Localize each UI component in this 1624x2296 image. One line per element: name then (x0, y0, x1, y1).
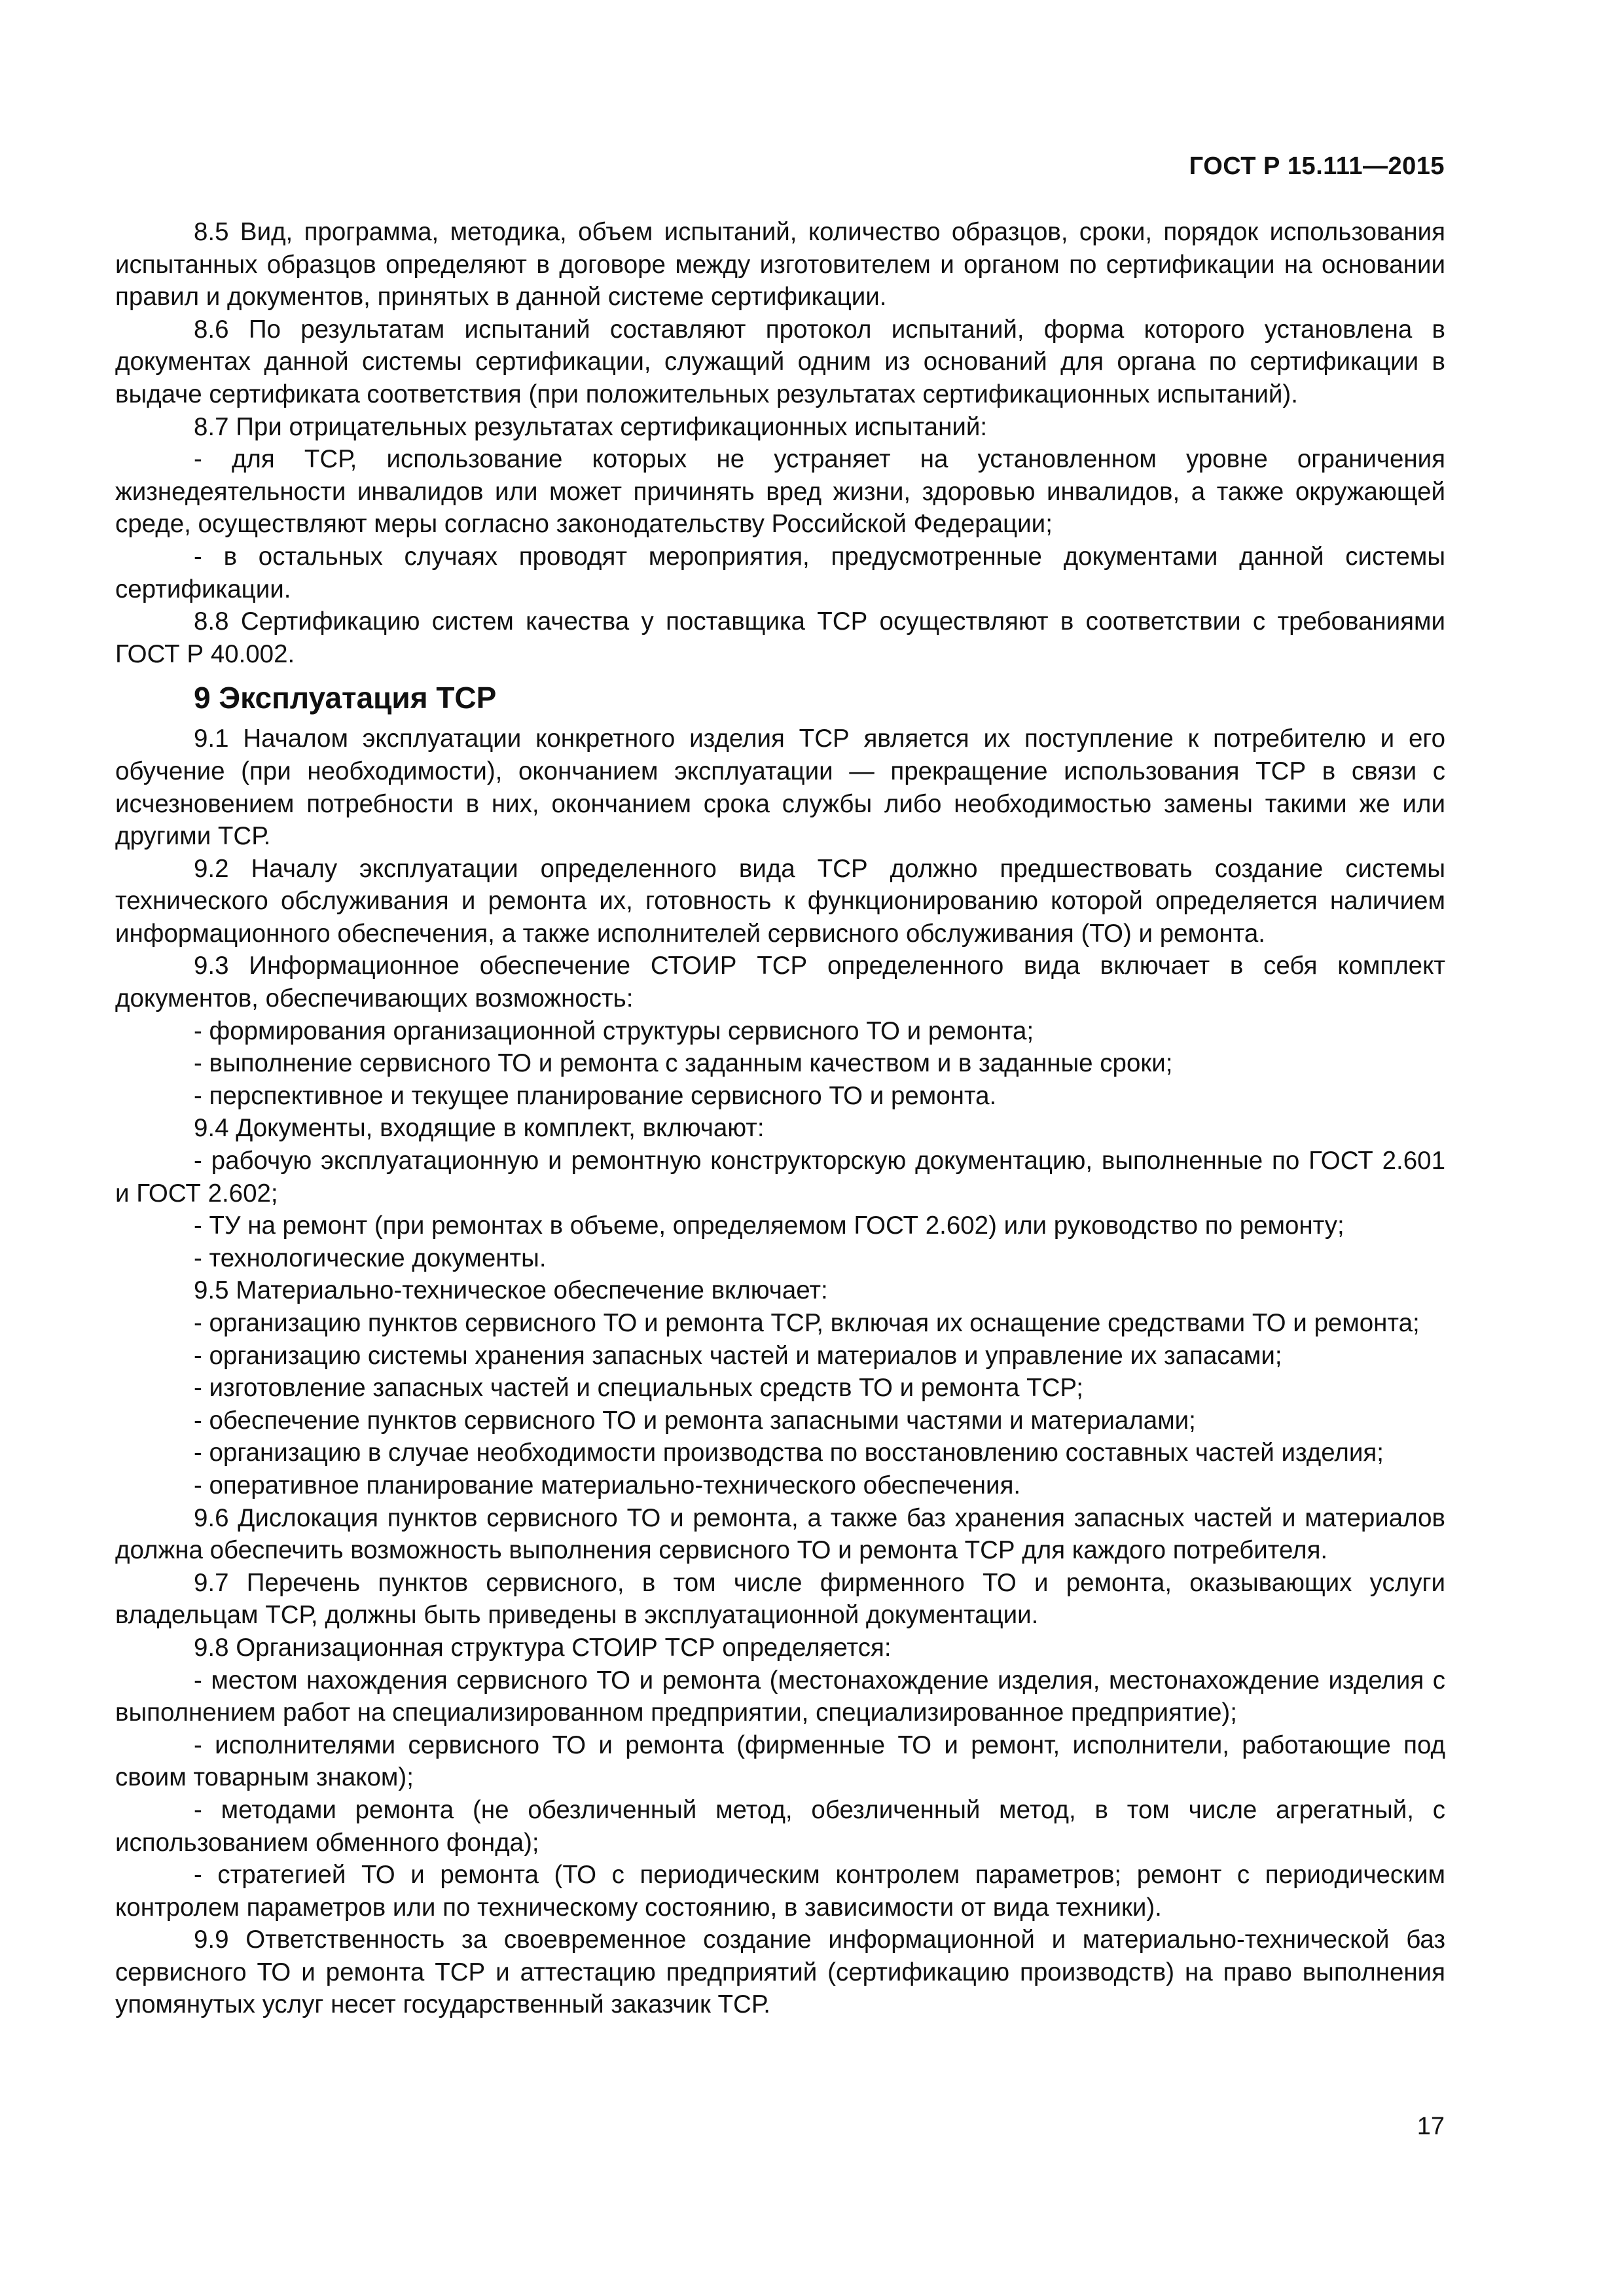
list-item-9-5-6: - оперативное планирование материально-технического обеспечения. (194, 1471, 1021, 1499)
paragraph-8-8: 8.8 Сертификацию систем качества у поставщика ТСР осуществляют в соответствии с требованиями ГОСТ Р 40.002. (115, 607, 1445, 668)
list-item-9-8-3: - методами ремонта (не обезличенный метод, обезличенный метод, в том числе агрегатный, с использованием обменного фонда); (115, 1795, 1445, 1857)
list-item-9-8-2: - исполнителями сервисного ТО и ремонта (фирменные ТО и ремонт, исполнители, работающие под своим товарным знаком); (115, 1731, 1445, 1792)
list-item-9-4-2: - ТУ на ремонт (при ремонтах в объеме, определяемом ГОСТ 2.602) или руководство по ремонту; (194, 1211, 1344, 1240)
paragraph-9-2: 9.2 Началу эксплуатации определенного вида ТСР должно предшествовать создание системы технического обслуживания и ремонта их, готовность к функционированию которой определяется наличием информационного обеспечения, а также исполнителей сервисного обслуживания (ТО) и ремонта. (115, 854, 1445, 948)
section-8-continuation (115, 216, 1445, 670)
paragraph-9-8: 9.8 Организационная структура СТОИР ТСР определяется: (194, 1633, 892, 1662)
document-body (115, 216, 1445, 2021)
list-item-9-5-2: - организацию системы хранения запасных частей и материалов и управление их запасами; (194, 1341, 1282, 1370)
list-item-9-5-3: - изготовление запасных частей и специальных средств ТО и ремонта ТСР; (194, 1374, 1083, 1403)
paragraph-8-6: 8.6 По результатам испытаний составляют протокол испытаний, форма которого установлена в документах данной системы сертификации, служащий одним из оснований для органа по сертификации в выдаче сертификата соответствия (при положительных результатах сертификационных испытаний). (115, 315, 1445, 408)
paragraph-9-9: 9.9 Ответственность за своевременное создание информационной и материально-технической баз сервисного ТО и ремонта ТСР и аттестацию предприятий (сертификацию производств) на право выполнения упомянутых услуг несет государственный заказчик ТСР. (115, 1926, 1445, 2019)
list-item-9-3-3: - перспективное и текущее планирование сервисного ТО и ремонта. (194, 1081, 997, 1110)
list-item-8-7-1: - для ТСР, использование которых не устраняет на установленном уровне ограничения жизнедеятельности инвалидов или может причинять вред жизни, здоровью инвалидов, а также окружающей среде, осуществляют меры согласно законодательству Российской Федерации; (115, 445, 1445, 539)
list-item-9-3-1: - формирования организационной структуры сервисного ТО и ремонта; (194, 1016, 1034, 1045)
list-item-9-5-5: - организацию в случае необходимости производства по восстановлению составных частей изделия; (194, 1439, 1384, 1467)
list-item-9-8-1: - местом нахождения сервисного ТО и ремонта (местонахождение изделия, местонахождение изделия с выполнением работ на специализированном предприятии, специализированное предприятие); (115, 1666, 1445, 1727)
list-item-9-5-4: - обеспечение пунктов сервисного ТО и ремонта запасными частями и материалами; (194, 1406, 1196, 1435)
section-9 (115, 723, 1445, 2021)
list-item-9-4-1: - рабочую эксплуатационную и ремонтную конструкторскую документацию, выполненные по ГОСТ 2.601 и ГОСТ 2.602; (115, 1147, 1445, 1208)
list-item-8-7-2: - в остальных случаях проводят мероприятия, предусмотренные документами данной системы сертификации. (115, 542, 1445, 603)
list-item-9-3-2: - выполнение сервисного ТО и ремонта с заданным качеством и в заданные сроки; (194, 1049, 1173, 1078)
paragraph-9-6: 9.6 Дислокация пунктов сервисного ТО и ремонта, а также баз хранения запасных частей и материалов должна обеспечить возможность выполнения сервисного ТО и ремонта ТСР для каждого потребителя. (115, 1503, 1445, 1565)
list-item-9-8-4: - стратегией ТО и ремонта (ТО с периодическим контролем параметров; ремонт с периодическим контролем параметров или по техническому состоянию, в зависимости от вида техники). (115, 1861, 1445, 1922)
list-item-9-4-3: - технологические документы. (194, 1244, 547, 1272)
paragraph-9-3: 9.3 Информационное обеспечение СТОИР ТСР определенного вида включает в себя комплект документов, обеспечивающих возможность: (115, 952, 1445, 1013)
paragraph-9-1: 9.1 Началом эксплуатации конкретного изделия ТСР является их поступление к потребителю и его обучение (при необходимости), окончанием эксплуатации — прекращение использования ТСР в связи с исчезновением потребности в них, окончанием срока службы либо необходимостью замены такими же или другими ТСР. (115, 725, 1445, 851)
section-9-title: 9 Эксплуатация ТСР (194, 681, 497, 715)
paragraph-9-4: 9.4 Документы, входящие в комплект, включают: (194, 1114, 765, 1143)
list-item-9-5-1: - организацию пунктов сервисного ТО и ремонта ТСР, включая их оснащение средствами ТО и ремонта; (194, 1309, 1420, 1337)
document-code: ГОСТ Р 15.111—2015 (1189, 152, 1445, 180)
page-number: 17 (1416, 2113, 1445, 2140)
paragraph-8-5: 8.5 Вид, программа, методика, объем испытаний, количество образцов, сроки, порядок использования испытанных образцов определяют в договоре между изготовителем и органом по сертификации на основании правил и документов, принятых в данной системе сертификации. (115, 218, 1445, 312)
paragraph-8-7: 8.7 При отрицательных результатах сертификационных испытаний: (194, 412, 988, 441)
paragraph-9-5: 9.5 Материально-техническое обеспечение включает: (194, 1276, 828, 1305)
paragraph-9-7: 9.7 Перечень пунктов сервисного, в том числе фирменного ТО и ремонта, оказывающих услуги владельцам ТСР, должны быть приведены в эксплуатационной документации. (115, 1568, 1445, 1630)
